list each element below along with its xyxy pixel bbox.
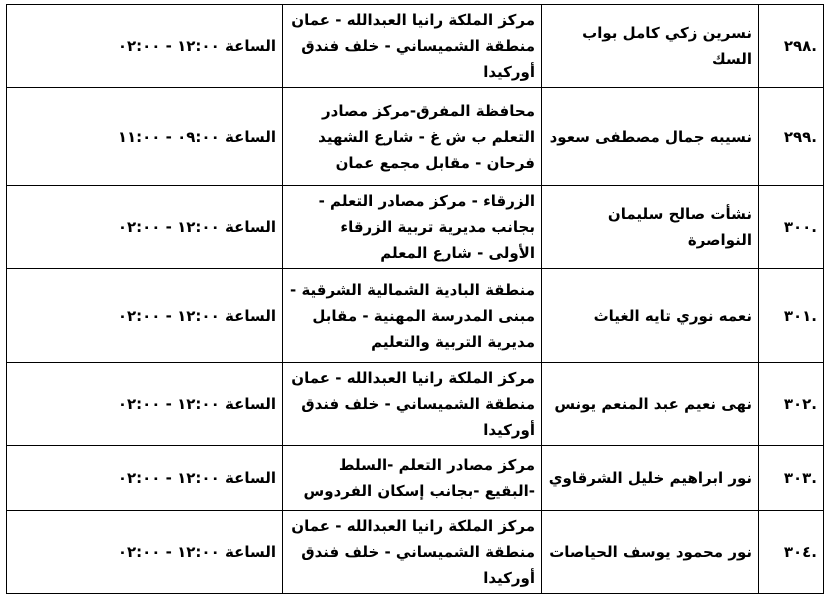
- row-number: .٣٠١: [759, 269, 824, 363]
- location-text: منطقة البادية الشمالية الشرقية - مبنى المدرسة المهنية - مقابل مديرية التربية والتعليم: [283, 269, 542, 363]
- schedule-table: [6, 4, 824, 594]
- person-name: نسرين زكي كامل بواب السك: [542, 5, 759, 88]
- person-name: نور ابراهيم خليل الشرقاوي: [542, 446, 759, 511]
- person-name: نعمه نوري تايه الغياث: [542, 269, 759, 363]
- table-row: [7, 511, 824, 594]
- person-name: نسيبه جمال مصطفى سعود: [542, 88, 759, 186]
- location-text: مركز الملكة رانيا العبدالله - عمان منطقة الشميساني - خلف فندق أوركيدا: [283, 363, 542, 446]
- table-row: [7, 5, 824, 88]
- row-number: .٣٠٠: [759, 186, 824, 269]
- time-slot: الساعة ١٢:٠٠ - ٠٢:٠٠: [7, 363, 283, 446]
- row-number: .٣٠٣: [759, 446, 824, 511]
- person-name: نور محمود يوسف الحياصات: [542, 511, 759, 594]
- person-name: نهى نعيم عبد المنعم يونس: [542, 363, 759, 446]
- time-slot: الساعة ١٢:٠٠ - ٠٢:٠٠: [7, 511, 283, 594]
- row-number: .٣٠٢: [759, 363, 824, 446]
- table-row: [7, 446, 824, 511]
- time-slot: الساعة ١٢:٠٠ - ٠٢:٠٠: [7, 186, 283, 269]
- time-slot: الساعة ٠٩:٠٠ - ١١:٠٠: [7, 88, 283, 186]
- location-text: الزرقاء - مركز مصادر التعلم - بجانب مديرية تربية الزرقاء الأولى - شارع المعلم: [283, 186, 542, 269]
- row-number: .٣٠٤: [759, 511, 824, 594]
- location-text: مركز مصادر التعلم -السلط -البقيع -بجانب إسكان الفردوس: [283, 446, 542, 511]
- time-slot: الساعة ١٢:٠٠ - ٠٢:٠٠: [7, 446, 283, 511]
- location-text: محافظة المفرق-مركز مصادر التعلم ب ش غ - شارع الشهيد فرحان - مقابل مجمع عمان: [283, 88, 542, 186]
- location-text: مركز الملكة رانيا العبدالله - عمان منطقة الشميساني - خلف فندق أوركيدا: [283, 5, 542, 88]
- schedule-document: [6, 4, 824, 594]
- table-row: [7, 88, 824, 186]
- table-row: [7, 186, 824, 269]
- location-text: مركز الملكة رانيا العبدالله - عمان منطقة الشميساني - خلف فندق أوركيدا: [283, 511, 542, 594]
- time-slot: الساعة ١٢:٠٠ - ٠٢:٠٠: [7, 269, 283, 363]
- time-slot: الساعة ١٢:٠٠ - ٠٢:٠٠: [7, 5, 283, 88]
- table-row: [7, 363, 824, 446]
- table-row: [7, 269, 824, 363]
- row-number: .٢٩٨: [759, 5, 824, 88]
- row-number: .٢٩٩: [759, 88, 824, 186]
- person-name: نشأت صالح سليمان النواصرة: [542, 186, 759, 269]
